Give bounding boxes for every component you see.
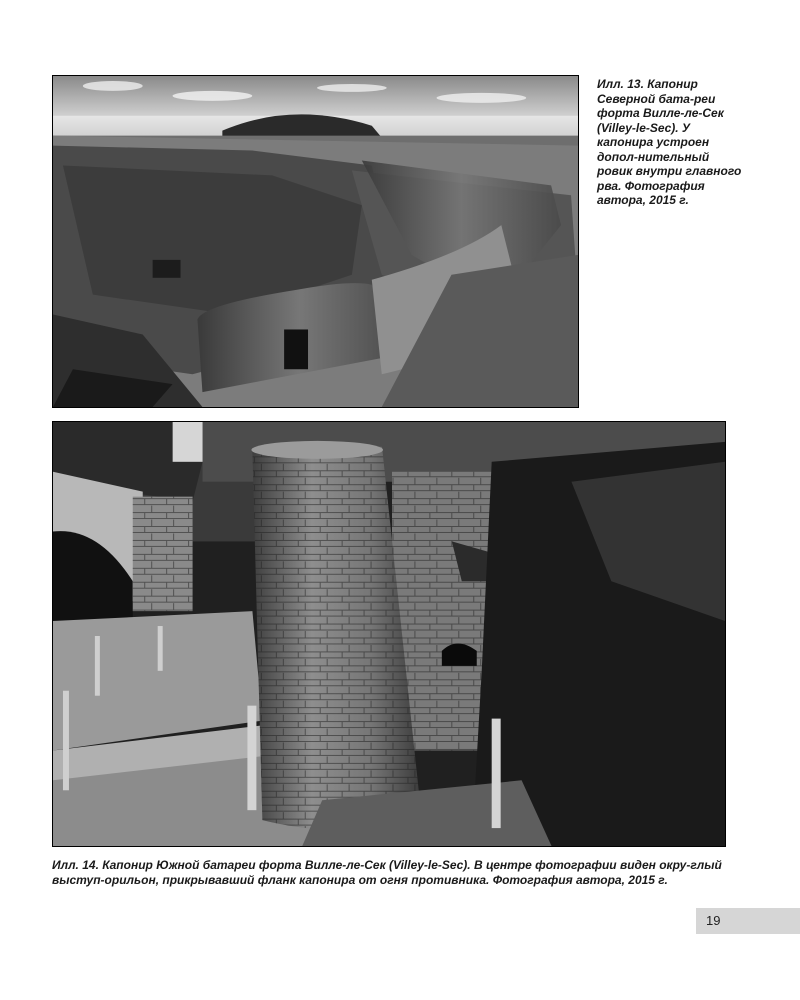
- page-number-box: [696, 908, 800, 934]
- photo-13-illustration: [53, 76, 578, 407]
- page-number: 19: [706, 913, 721, 928]
- photo-caponier-north-battery: [52, 75, 579, 408]
- figure-14-caption: Илл. 14. Капонир Южной батареи форта Вилле-ле-Сек (Villey-le-Sec). В центре фотографии виден окру-глый выступ-орильон, прикрывавший фланк капонира от огня противника. Фотография автора, 2015 г.: [52, 858, 722, 887]
- photo-caponier-south-battery: [52, 421, 726, 847]
- photo-14-illustration: [53, 422, 725, 846]
- figure-13-caption: Илл. 13. Капонир Северной бата-реи форта Вилле-ле-Сек (Villey-le-Sec). У капонира устроен допол-нительный ровик внутри главного рва. Фотография автора, 2015 г.: [597, 77, 742, 207]
